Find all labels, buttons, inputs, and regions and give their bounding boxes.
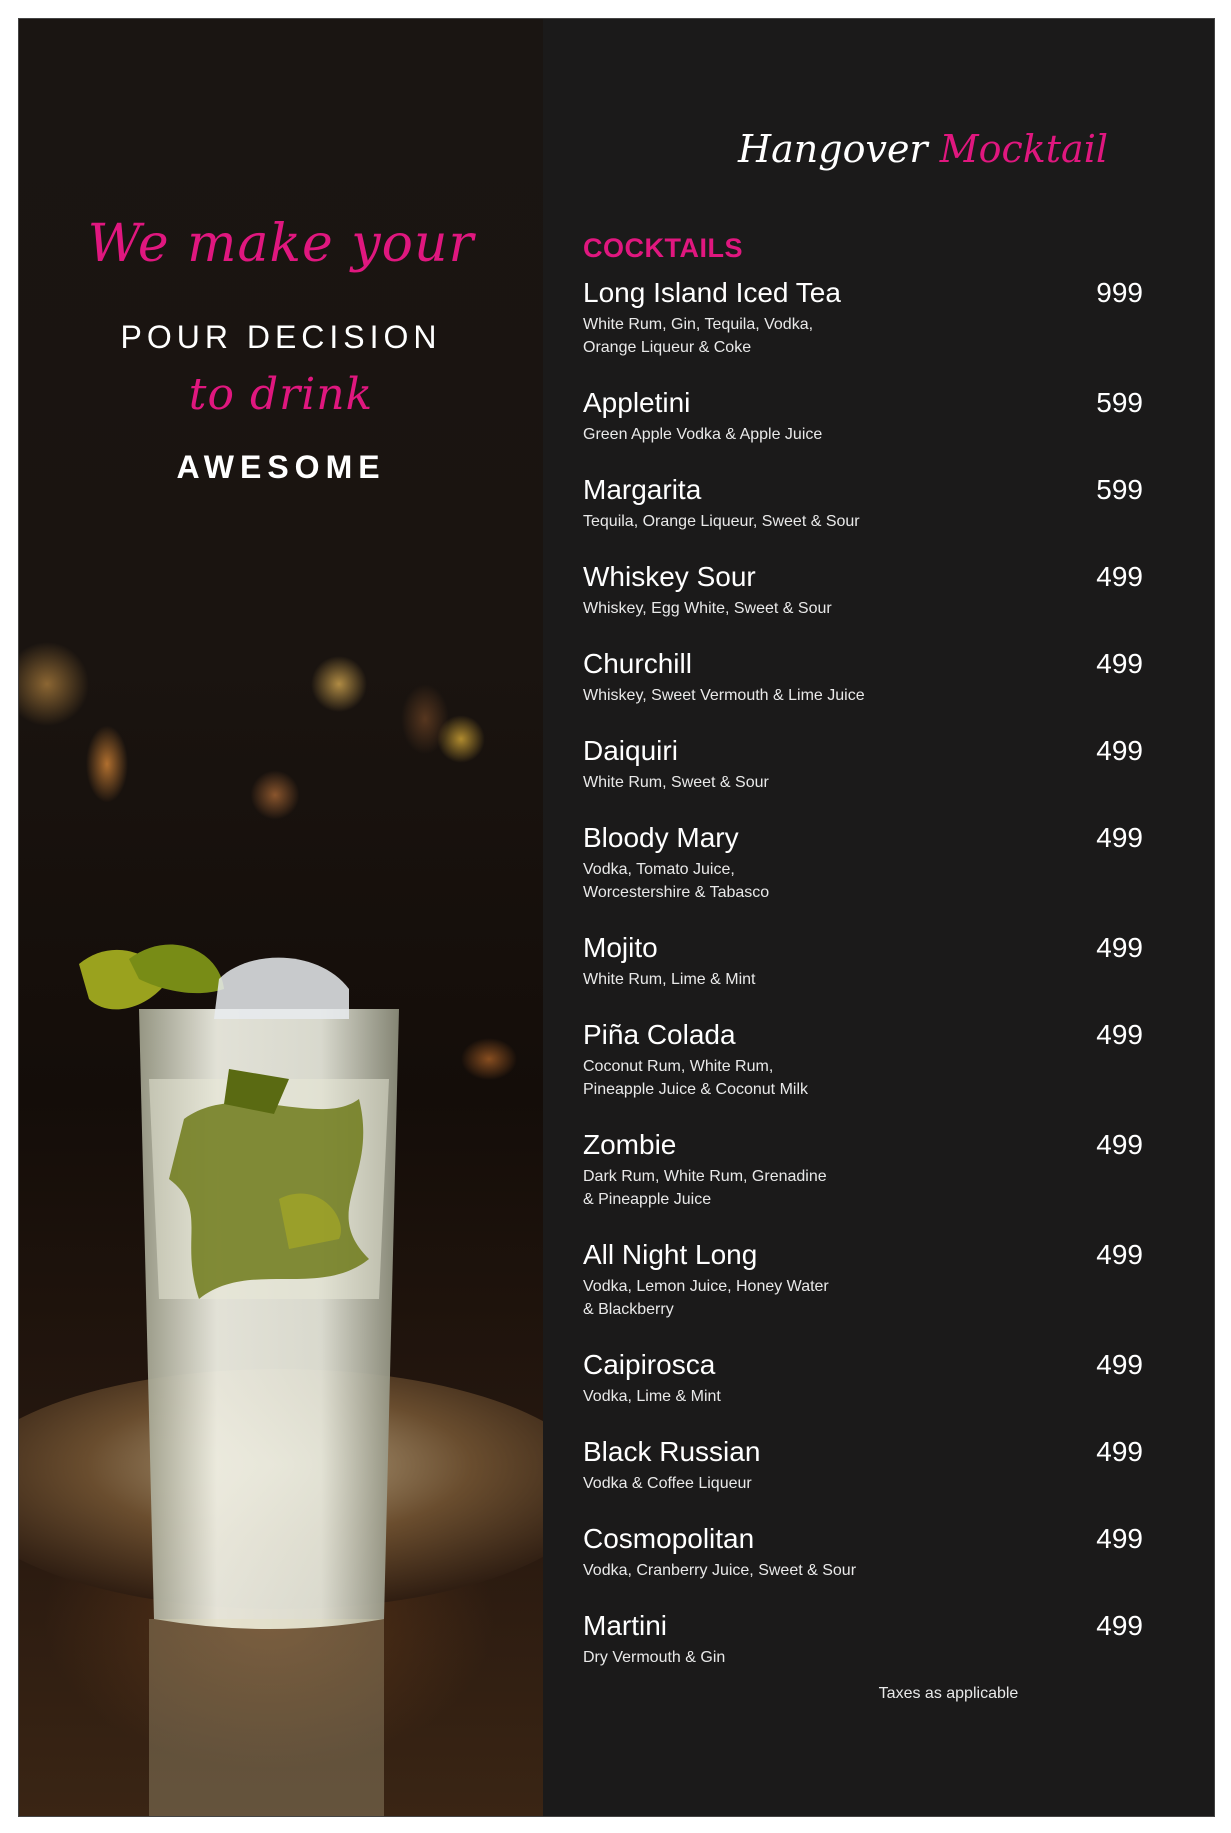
item-description: White Rum, Sweet & Sour xyxy=(583,774,769,791)
item-name: Whiskey Sour xyxy=(583,561,756,592)
brand-logo xyxy=(738,127,1108,171)
item-name: Caipirosca xyxy=(583,1349,716,1380)
item-price: 499 xyxy=(1096,735,1143,766)
item-price: 499 xyxy=(1096,648,1143,679)
section-title: COCKTAILS xyxy=(583,233,743,263)
menu-page xyxy=(18,18,1215,1817)
item-description: Vodka, Cranberry Juice, Sweet & Sour xyxy=(583,1562,857,1579)
menu-item xyxy=(583,1523,1143,1582)
left-panel xyxy=(19,19,543,1816)
item-description: White Rum, Lime & Mint xyxy=(583,971,756,988)
item-price: 499 xyxy=(1096,1610,1143,1641)
tagline-line-4: AWESOME xyxy=(176,449,386,485)
item-description: Vodka & Coffee Liqueur xyxy=(583,1475,752,1492)
menu-item xyxy=(583,735,1143,794)
menu-item xyxy=(583,1129,1143,1211)
item-name: Daiquiri xyxy=(583,735,678,766)
item-description: Vodka, Lime & Mint xyxy=(583,1388,721,1405)
item-name: Cosmopolitan xyxy=(583,1523,755,1554)
menu-item xyxy=(583,932,1143,991)
menu-item xyxy=(583,1610,1143,1669)
item-price: 499 xyxy=(1096,1523,1143,1554)
menu-item xyxy=(583,1239,1143,1321)
item-description: Whiskey, Egg White, Sweet & Sour xyxy=(583,600,832,617)
item-price: 599 xyxy=(1096,474,1143,505)
item-name: All Night Long xyxy=(583,1239,758,1270)
item-description: Whiskey, Sweet Vermouth & Lime Juice xyxy=(583,687,865,704)
item-description: Green Apple Vodka & Apple Juice xyxy=(583,426,823,443)
item-price: 499 xyxy=(1096,1436,1143,1467)
item-price: 999 xyxy=(1096,277,1143,308)
item-description: Coconut Rum, White Rum, Pineapple Juice & Coconut Milk xyxy=(583,1058,809,1098)
tagline-line-3: to drink xyxy=(188,369,374,420)
item-name: Piña Colada xyxy=(583,1019,736,1050)
item-name: Mojito xyxy=(583,932,658,963)
menu-item xyxy=(583,277,1143,359)
menu-item xyxy=(583,648,1143,707)
item-description: White Rum, Gin, Tequila, Vodka, Orange Liqueur & Coke xyxy=(583,316,814,356)
item-price: 499 xyxy=(1096,822,1143,853)
right-panel xyxy=(543,19,1214,1816)
menu-item xyxy=(583,387,1143,446)
item-description: Vodka, Tomato Juice, Worcestershire & Tabasco xyxy=(583,861,770,901)
item-price: 499 xyxy=(1096,1349,1143,1380)
item-name: Black Russian xyxy=(583,1436,761,1467)
menu-item xyxy=(583,561,1143,620)
item-name: Martini xyxy=(583,1610,668,1641)
item-price: 599 xyxy=(1096,387,1143,418)
menu-item xyxy=(583,1436,1143,1495)
item-description: Dry Vermouth & Gin xyxy=(583,1649,726,1666)
menu-item xyxy=(583,822,1143,904)
item-price: 499 xyxy=(1096,1129,1143,1160)
brand-word-2: Mocktail xyxy=(939,127,1109,171)
tagline-line-1: We make your xyxy=(87,214,475,274)
brand-word-1: Hangover xyxy=(738,127,928,171)
item-name: Bloody Mary xyxy=(583,822,739,853)
item-description: Dark Rum, White Rum, Grenadine & Pineapple Juice xyxy=(583,1168,827,1208)
item-name: Long Island Iced Tea xyxy=(583,277,841,308)
menu-item xyxy=(583,1019,1143,1101)
tagline-line-2: POUR DECISION xyxy=(120,319,442,355)
item-description: Tequila, Orange Liqueur, Sweet & Sour xyxy=(583,513,860,530)
item-price: 499 xyxy=(1096,1239,1143,1270)
item-price: 499 xyxy=(1096,1019,1143,1050)
mojito-glass-photo xyxy=(19,879,543,1816)
item-description: Vodka, Lemon Juice, Honey Water & Blackberry xyxy=(583,1278,829,1318)
taxes-note: Taxes as applicable xyxy=(878,1685,1019,1702)
item-price: 499 xyxy=(1096,561,1143,592)
menu-item xyxy=(583,474,1143,533)
item-name: Appletini xyxy=(583,387,691,418)
item-price: 499 xyxy=(1096,932,1143,963)
item-name: Churchill xyxy=(583,648,692,679)
menu-item xyxy=(583,1349,1143,1408)
item-name: Zombie xyxy=(583,1129,677,1160)
item-name: Margarita xyxy=(583,474,702,505)
